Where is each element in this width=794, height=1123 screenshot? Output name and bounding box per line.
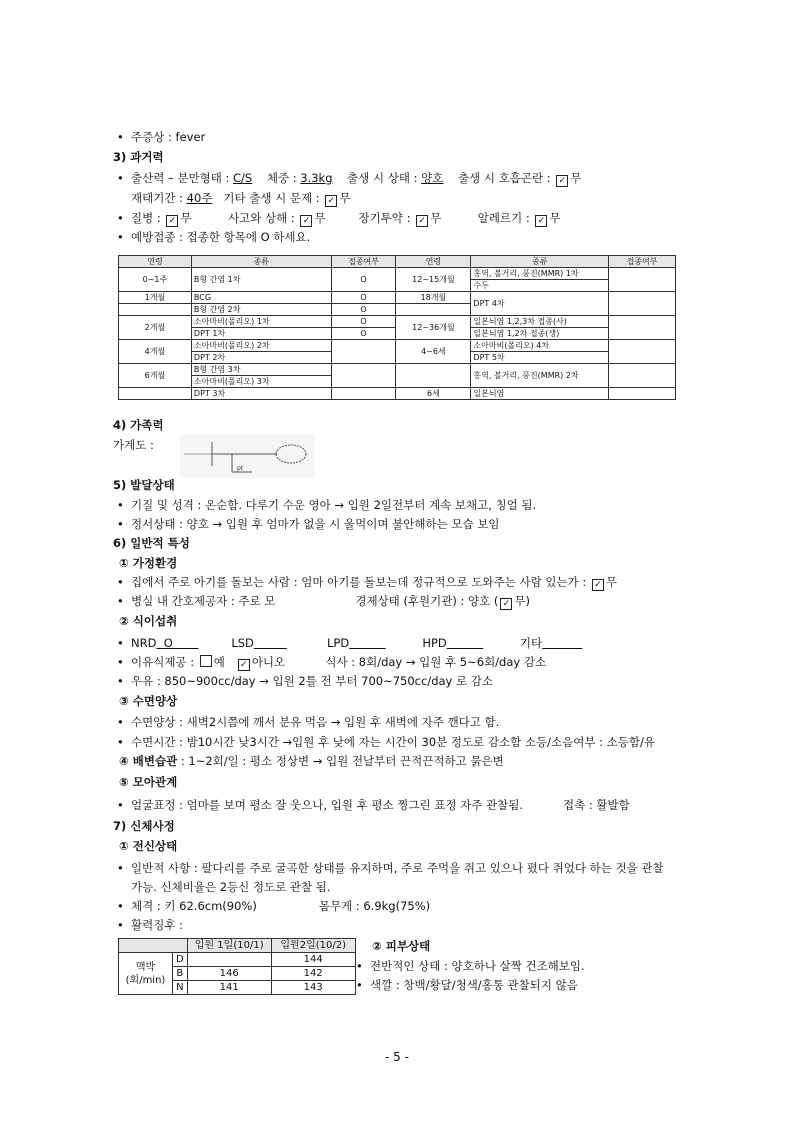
subsection-mother-child: ⑤ 모아관계 xyxy=(119,775,178,789)
facial-expression-line: • 얼굴표정 : 엄마를 보며 평소 잘 웃으나, 입원 후 평소 찡그린 표정 자주 관찰됨. 접촉 : 활발함 xyxy=(131,797,630,813)
checkbox-checked-icon: ✓ xyxy=(556,175,568,187)
weaning-line: • 이유식제공 : 예 ✓ 아니오 식사 : 8회/day → 입원 후 5~6회/day 감소 xyxy=(131,654,546,671)
pulse-label: 맥박 (회/min) xyxy=(119,953,173,995)
table-row: 4개월 소아마비(폴리오) 2차 4~6세 소아마비(폴리오) 4차 xyxy=(119,340,676,352)
checkbox-empty-icon xyxy=(200,655,212,667)
table-row: 0~1주 B형 간염 1차 O 12~15개월 홍역, 볼거리, 풍진(MMR) 1차 xyxy=(119,268,676,280)
genogram-patient-label: pt xyxy=(237,465,244,472)
chief-complaint: • 주증상 : fever xyxy=(131,129,205,145)
page-number: - 5 - xyxy=(385,1050,409,1064)
subsection-skin: ② 피부상태 xyxy=(372,939,431,953)
subsection-home: ① 가정환경 xyxy=(119,556,178,570)
checkbox-checked-icon: ✓ xyxy=(166,215,178,227)
checkbox-checked-icon: ✓ xyxy=(300,215,312,227)
vaccination-table xyxy=(118,255,676,400)
ward-caregiver-line: • 병실 내 간호제공자 : 주로 모 경제상태 (후원기관) : 양호 ( ✓ 무) xyxy=(131,593,530,610)
illness-line: • 질병 : ✓ 무 사고와 상해 : ✓ 무 장기투약 : ✓ 무 알레르기 : ✓ 무 xyxy=(131,210,561,227)
excretion-line: ④ 배변습관 : 1~2회/일 : 평소 정상변 → 입원 전날부터 끈적끈적하고 묽은변 xyxy=(119,754,504,768)
subsection-general-state: ① 전신상태 xyxy=(119,839,178,853)
emotional-line: • 정서상태 : 양호 → 입원 후 엄마가 없을 시 울먹이며 불안해하는 모습 보임 xyxy=(131,516,499,532)
checkbox-checked-icon: ✓ xyxy=(500,598,512,610)
birth-history-line: • 출산력 – 분만형태 : C/S 체중 : 3.3kg 출생 시 상태 : 양호 출생 시 호흡곤란 : ✓ 무 xyxy=(131,170,581,187)
subsection-diet: ② 식이섭취 xyxy=(119,614,178,628)
section-title-physical: 7) 신체사정 xyxy=(113,819,175,833)
general-observation-line: • 일반적 사항 : 팔다리를 주로 굴곡한 상태를 유지하며, 주로 주먹을 쥐고 있으나 폈다 쥐었다 하는 것을 관찰 xyxy=(131,860,664,876)
home-caregiver-line: • 집에서 주로 아기를 돌보는 사람 : 엄마 아기를 돌보는데 정규적으로 도와주는 사람 있는가 : ✓ 무 xyxy=(131,574,617,591)
section-title-past-history: 3) 과거력 xyxy=(113,150,164,164)
genogram-diagram xyxy=(180,434,315,478)
temperament-line: • 기질 및 성격 : 온순함. 다루기 수운 영아 → 입원 2일전부터 계속 보채고, 칭얼 됨. xyxy=(131,497,536,513)
table-row: 6개월 B형 간염 3차 홍역, 볼거리, 풍진(MMR) 2차 xyxy=(119,364,676,376)
table-header-row: 입원 1일(10/1) 입원2일(10/2) xyxy=(119,939,356,953)
table-row: DPT 2차 DPT 5차 xyxy=(119,352,676,364)
section-title-development: 5) 발달상태 xyxy=(113,478,175,492)
checkbox-checked-icon: ✓ xyxy=(238,659,250,671)
skin-color-line: • 색깔 : 창백/황달/청색/홍통 관찰되지 않음 xyxy=(370,977,578,993)
genogram-label: 가계도 : xyxy=(113,438,154,452)
table-row: 수두 xyxy=(119,280,676,292)
sleep-time-line: • 수면시간 : 밤10시간 낮3시간 →입원 후 낮에 자는 시간이 30분 정도로 감소함 소등/소음여부 : 소등함/유 xyxy=(131,734,655,750)
general-observation-cont: 가능. 신체비율은 2등신 정도로 관찰 됨. xyxy=(131,880,331,894)
table-row: 2개월 소아마비(폴리오) 1차 O 12~36개월 일본뇌염 1,2,3차 접종(사) xyxy=(119,316,676,328)
table-row: 소아마비(폴리오) 3차 xyxy=(119,376,676,388)
milk-intake-line: • 우유 : 850~900cc/day → 입원 2틀 전 부터 700~750cc/day 로 감소 xyxy=(131,673,493,689)
section-title-general: 6) 일반적 특성 xyxy=(113,536,190,550)
vital-signs-label: • 활력징후 : xyxy=(131,917,183,933)
table-row: 1개월 BCG O 18개월 DPT 4차 xyxy=(119,292,676,304)
table-row: 맥박 (회/min) D 144 xyxy=(119,953,356,967)
checkbox-checked-icon: ✓ xyxy=(535,215,547,227)
table-row: DPT 3차 6세 일본뇌염 xyxy=(119,388,676,400)
skin-state-line: • 전반적인 상태 : 양호하나 살짝 건조해보임. xyxy=(370,958,585,974)
table-row: B형 간염 2차 O xyxy=(119,304,676,316)
sleep-pattern-line: • 수면양상 : 새벽2시쯤에 깨서 분유 먹음 → 입원 후 새벽에 자주 깬다고 함. xyxy=(131,714,499,730)
checkbox-checked-icon: ✓ xyxy=(592,579,604,591)
section-title-family: 4) 가족력 xyxy=(113,418,164,432)
body-measurement-line: • 체격 : 키 62.6cm(90%) 몸무게 : 6.9kg(75%) xyxy=(131,898,430,914)
gestation-line: 재태기간 : 40주 기타 출생 시 문제 : ✓ 무 xyxy=(131,191,351,206)
table-row: B 146 142 xyxy=(119,967,356,981)
table-row: N 141 143 xyxy=(119,981,356,995)
table-header-row: 연령 종류 접종여부 연령 종류 접종여부 xyxy=(119,256,676,268)
vital-signs-table xyxy=(118,938,356,995)
checkbox-checked-icon: ✓ xyxy=(416,215,428,227)
checkbox-checked-icon: ✓ xyxy=(325,195,337,207)
diet-type-line: • NRD O LSD LPD HPD 기타 xyxy=(131,635,582,651)
table-row: DPT 1차 O 일본뇌염 1,2차 접종(생) xyxy=(119,328,676,340)
vaccination-instruction: • 예방접종 : 접종한 항목에 O 하세요. xyxy=(131,229,310,245)
subsection-sleep: ③ 수면양상 xyxy=(119,694,178,708)
